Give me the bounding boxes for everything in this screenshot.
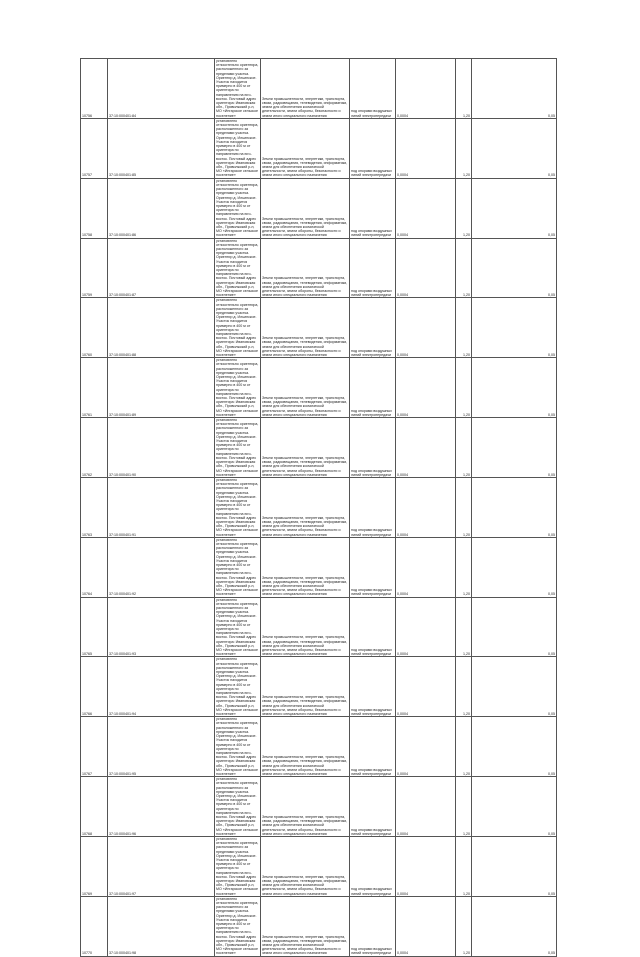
table-row: [81, 118, 557, 178]
location-description: установлено относительно ориентира, расположенного за пределами участка. Ориентир д. Ильинское. Участок находится примерно в 400 м от ориентира по направлению на юго-восток. Почтовый адрес ориентира: Ивановская обл., Приволжский р-н, МО «Ингарское сельское поселение»: [215, 896, 261, 956]
land-category: Земли промышленности, энергетики, транспорта, связи, радиовещания, телевидения, информатики, земли для обеспечения космической деятельности, земли обороны, безопасности и земли иного специального назначения: [261, 597, 350, 657]
table-row: [81, 777, 557, 837]
plot-area: 0,0004: [396, 358, 456, 418]
permitted-use: под опорами воздушных линий электропередачи: [350, 418, 396, 478]
table-row: [81, 477, 557, 537]
plot-area: 0,0004: [396, 597, 456, 657]
table-row: [81, 836, 557, 896]
plot-area: 0,0004: [396, 537, 456, 597]
location-description: установлено относительно ориентира, расположенного за пределами участка. Ориентир д. Ильинское. Участок находится примерно в 400 м от ориентира по направлению на юго-восток. Почтовый адрес ориентира: Ивановская обл., Приволжский р-н, МО «Ингарское сельское поселение»: [215, 418, 261, 478]
permitted-use: под опорами воздушных линий электропередачи: [350, 178, 396, 238]
row-number: 10756: [81, 59, 108, 119]
cadastral-value: 0,05: [472, 836, 557, 896]
land-category: Земли промышленности, энергетики, транспорта, связи, радиовещания, телевидения, информатики, земли для обеспечения космической деятельности, земли обороны, безопасности и земли иного специального назначения: [261, 777, 350, 837]
row-number: 10765: [81, 597, 108, 657]
row-number: 10760: [81, 298, 108, 358]
cadastral-price: 1,20: [456, 358, 472, 418]
cadastral-number: 37:10:000401:91: [108, 477, 215, 537]
row-number: 10767: [81, 717, 108, 777]
cadastral-price: 1,20: [456, 477, 472, 537]
cadastral-value: 0,05: [472, 118, 557, 178]
cadastral-number: 37:10:000401:85: [108, 118, 215, 178]
location-description: установлено относительно ориентира, расположенного за пределами участка. Ориентир д. Ильинское. Участок находится примерно в 400 м от ориентира по направлению на юго-восток. Почтовый адрес ориентира: Ивановская обл., Приволжский р-н, МО «Ингарское сельское поселение»: [215, 358, 261, 418]
table-row: [81, 298, 557, 358]
location-description: установлено относительно ориентира, расположенного за пределами участка. Ориентир д. Ильинское. Участок находится примерно в 400 м от ориентира по направлению на юго-восток. Почтовый адрес ориентира: Ивановская обл., Приволжский р-н, МО «Ингарское сельское поселение»: [215, 657, 261, 717]
row-number: 10761: [81, 358, 108, 418]
cadastral-price: 1,20: [456, 717, 472, 777]
location-description: установлено относительно ориентира, расположенного за пределами участка. Ориентир д. Ильинское. Участок находится примерно в 400 м от ориентира по направлению на юго-восток. Почтовый адрес ориентира: Ивановская обл., Приволжский р-н, МО «Ингарское сельское поселение»: [215, 777, 261, 837]
land-category: Земли промышленности, энергетики, транспорта, связи, радиовещания, телевидения, информатики, земли для обеспечения космической деятельности, земли обороны, безопасности и земли иного специального назначения: [261, 836, 350, 896]
cadastral-price: 1,20: [456, 418, 472, 478]
plot-area: 0,0004: [396, 59, 456, 119]
plot-area: 0,0004: [396, 178, 456, 238]
row-number: 10769: [81, 836, 108, 896]
table-row: [81, 597, 557, 657]
cadastral-number: 37:10:000401:90: [108, 418, 215, 478]
cadastral-number: 37:10:000401:89: [108, 358, 215, 418]
location-description: установлено относительно ориентира, расположенного за пределами участка. Ориентир д. Ильинское. Участок находится примерно в 400 м от ориентира по направлению на юго-восток. Почтовый адрес ориентира: Ивановская обл., Приволжский р-н, МО «Ингарское сельское поселение»: [215, 59, 261, 119]
cadastral-number: 37:10:000401:93: [108, 597, 215, 657]
plot-area: 0,0004: [396, 836, 456, 896]
cadastral-price: 1,20: [456, 118, 472, 178]
plot-area: 0,0004: [396, 118, 456, 178]
permitted-use: под опорами воздушных линий электропередачи: [350, 59, 396, 119]
table-row: [81, 537, 557, 597]
plot-area: 0,0004: [396, 298, 456, 358]
location-description: установлено относительно ориентира, расположенного за пределами участка. Ориентир д. Ильинское. Участок находится примерно в 400 м от ориентира по направлению на юго-восток. Почтовый адрес ориентира: Ивановская обл., Приволжский р-н, МО «Ингарское сельское поселение»: [215, 118, 261, 178]
cadastral-number: 37:10:000401:87: [108, 238, 215, 298]
cadastral-number: 37:10:000401:98: [108, 896, 215, 956]
table-body: [81, 59, 557, 957]
cadastral-number: 37:10:000401:94: [108, 657, 215, 717]
cadastral-value: 0,05: [472, 358, 557, 418]
permitted-use: под опорами воздушных линий электропередачи: [350, 597, 396, 657]
location-description: установлено относительно ориентира, расположенного за пределами участка. Ориентир д. Ильинское. Участок находится примерно в 400 м от ориентира по направлению на юго-восток. Почтовый адрес ориентира: Ивановская обл., Приволжский р-н, МО «Ингарское сельское поселение»: [215, 178, 261, 238]
plot-area: 0,0004: [396, 896, 456, 956]
plot-area: 0,0004: [396, 418, 456, 478]
cadastral-price: 1,20: [456, 836, 472, 896]
row-number: 10766: [81, 657, 108, 717]
cadastral-value: 0,05: [472, 717, 557, 777]
location-description: установлено относительно ориентира, расположенного за пределами участка. Ориентир д. Ильинское. Участок находится примерно в 400 м от ориентира по направлению на юго-восток. Почтовый адрес ориентира: Ивановская обл., Приволжский р-н, МО «Ингарское сельское поселение»: [215, 836, 261, 896]
land-category: Земли промышленности, энергетики, транспорта, связи, радиовещания, телевидения, информатики, земли для обеспечения космической деятельности, земли обороны, безопасности и земли иного специального назначения: [261, 657, 350, 717]
permitted-use: под опорами воздушных линий электропередачи: [350, 777, 396, 837]
location-description: установлено относительно ориентира, расположенного за пределами участка. Ориентир д. Ильинское. Участок находится примерно в 400 м от ориентира по направлению на юго-восток. Почтовый адрес ориентира: Ивановская обл., Приволжский р-н, МО «Ингарское сельское поселение»: [215, 298, 261, 358]
plot-area: 0,0004: [396, 657, 456, 717]
table-row: [81, 238, 557, 298]
land-category: Земли промышленности, энергетики, транспорта, связи, радиовещания, телевидения, информатики, земли для обеспечения космической деятельности, земли обороны, безопасности и земли иного специального назначения: [261, 418, 350, 478]
cadastral-price: 1,20: [456, 59, 472, 119]
row-number: 10764: [81, 537, 108, 597]
cadastral-number: 37:10:000401:86: [108, 178, 215, 238]
land-category: Земли промышленности, энергетики, транспорта, связи, радиовещания, телевидения, информатики, земли для обеспечения космической деятельности, земли обороны, безопасности и земли иного специального назначения: [261, 118, 350, 178]
cadastral-value: 0,05: [472, 59, 557, 119]
cadastral-price: 1,20: [456, 777, 472, 837]
cadastral-value: 0,05: [472, 178, 557, 238]
location-description: установлено относительно ориентира, расположенного за пределами участка. Ориентир д. Ильинское. Участок находится примерно в 400 м от ориентира по направлению на юго-восток. Почтовый адрес ориентира: Ивановская обл., Приволжский р-н, МО «Ингарское сельское поселение»: [215, 537, 261, 597]
plot-area: 0,0004: [396, 777, 456, 837]
permitted-use: под опорами воздушных линий электропередачи: [350, 537, 396, 597]
cadastral-value: 0,05: [472, 896, 557, 956]
land-category: Земли промышленности, энергетики, транспорта, связи, радиовещания, телевидения, информатики, земли для обеспечения космической деятельности, земли обороны, безопасности и земли иного специального назначения: [261, 298, 350, 358]
row-number: 10763: [81, 477, 108, 537]
location-description: установлено относительно ориентира, расположенного за пределами участка. Ориентир д. Ильинское. Участок находится примерно в 400 м от ориентира по направлению на юго-восток. Почтовый адрес ориентира: Ивановская обл., Приволжский р-н, МО «Ингарское сельское поселение»: [215, 238, 261, 298]
land-category: Земли промышленности, энергетики, транспорта, связи, радиовещания, телевидения, информатики, земли для обеспечения космической деятельности, земли обороны, безопасности и земли иного специального назначения: [261, 59, 350, 119]
land-category: Земли промышленности, энергетики, транспорта, связи, радиовещания, телевидения, информатики, земли для обеспечения космической деятельности, земли обороны, безопасности и земли иного специального назначения: [261, 238, 350, 298]
land-category: Земли промышленности, энергетики, транспорта, связи, радиовещания, телевидения, информатики, земли для обеспечения космической деятельности, земли обороны, безопасности и земли иного специального назначения: [261, 537, 350, 597]
cadastral-number: 37:10:000401:97: [108, 836, 215, 896]
cadastral-price: 1,20: [456, 178, 472, 238]
table-row: [81, 59, 557, 119]
land-category: Земли промышленности, энергетики, транспорта, связи, радиовещания, телевидения, информатики, земли для обеспечения космической деятельности, земли обороны, безопасности и земли иного специального назначения: [261, 717, 350, 777]
cadastral-number: 37:10:000401:88: [108, 298, 215, 358]
cadastral-value: 0,05: [472, 477, 557, 537]
land-category: Земли промышленности, энергетики, транспорта, связи, радиовещания, телевидения, информатики, земли для обеспечения космической деятельности, земли обороны, безопасности и земли иного специального назначения: [261, 477, 350, 537]
permitted-use: под опорами воздушных линий электропередачи: [350, 836, 396, 896]
permitted-use: под опорами воздушных линий электропередачи: [350, 896, 396, 956]
permitted-use: под опорами воздушных линий электропередачи: [350, 298, 396, 358]
cadastral-number: 37:10:000401:96: [108, 777, 215, 837]
cadastral-price: 1,20: [456, 298, 472, 358]
table-row: [81, 418, 557, 478]
land-category: Земли промышленности, энергетики, транспорта, связи, радиовещания, телевидения, информатики, земли для обеспечения космической деятельности, земли обороны, безопасности и земли иного специального назначения: [261, 358, 350, 418]
row-number: 10757: [81, 118, 108, 178]
location-description: установлено относительно ориентира, расположенного за пределами участка. Ориентир д. Ильинское. Участок находится примерно в 400 м от ориентира по направлению на юго-восток. Почтовый адрес ориентира: Ивановская обл., Приволжский р-н, МО «Ингарское сельское поселение»: [215, 477, 261, 537]
table-row: [81, 358, 557, 418]
land-category: Земли промышленности, энергетики, транспорта, связи, радиовещания, телевидения, информатики, земли для обеспечения космической деятельности, земли обороны, безопасности и земли иного специального назначения: [261, 178, 350, 238]
land-category: Земли промышленности, энергетики, транспорта, связи, радиовещания, телевидения, информатики, земли для обеспечения космической деятельности, земли обороны, безопасности и земли иного специального назначения: [261, 896, 350, 956]
plot-area: 0,0004: [396, 238, 456, 298]
cadastral-price: 1,20: [456, 537, 472, 597]
location-description: установлено относительно ориентира, расположенного за пределами участка. Ориентир д. Ильинское. Участок находится примерно в 400 м от ориентира по направлению на юго-восток. Почтовый адрес ориентира: Ивановская обл., Приволжский р-н, МО «Ингарское сельское поселение»: [215, 717, 261, 777]
cadastral-price: 1,20: [456, 896, 472, 956]
table-row: [81, 717, 557, 777]
plot-area: 0,0004: [396, 717, 456, 777]
table-row: [81, 657, 557, 717]
permitted-use: под опорами воздушных линий электропередачи: [350, 118, 396, 178]
row-number: 10770: [81, 896, 108, 956]
table-row: [81, 178, 557, 238]
permitted-use: под опорами воздушных линий электропередачи: [350, 358, 396, 418]
cadastral-number: 37:10:000401:92: [108, 537, 215, 597]
cadastral-value: 0,05: [472, 298, 557, 358]
document-page: [80, 58, 556, 956]
cadastral-number: 37:10:000401:95: [108, 717, 215, 777]
row-number: 10768: [81, 777, 108, 837]
row-number: 10762: [81, 418, 108, 478]
location-description: установлено относительно ориентира, расположенного за пределами участка. Ориентир д. Ильинское. Участок находится примерно в 400 м от ориентира по направлению на юго-восток. Почтовый адрес ориентира: Ивановская обл., Приволжский р-н, МО «Ингарское сельское поселение»: [215, 597, 261, 657]
permitted-use: под опорами воздушных линий электропередачи: [350, 657, 396, 717]
cadastral-value: 0,05: [472, 597, 557, 657]
permitted-use: под опорами воздушных линий электропередачи: [350, 717, 396, 777]
cadastral-number: 37:10:000401:84: [108, 59, 215, 119]
cadastral-value: 0,05: [472, 657, 557, 717]
row-number: 10759: [81, 238, 108, 298]
cadastral-value: 0,05: [472, 537, 557, 597]
cadastral-price: 1,20: [456, 597, 472, 657]
cadastral-value: 0,05: [472, 418, 557, 478]
permitted-use: под опорами воздушных линий электропередачи: [350, 477, 396, 537]
cadastral-value: 0,05: [472, 238, 557, 298]
table-row: [81, 896, 557, 956]
row-number: 10758: [81, 178, 108, 238]
plot-area: 0,0004: [396, 477, 456, 537]
cadastral-value: 0,05: [472, 777, 557, 837]
cadastral-price: 1,20: [456, 657, 472, 717]
land-plots-table: [80, 58, 557, 957]
cadastral-price: 1,20: [456, 238, 472, 298]
permitted-use: под опорами воздушных линий электропередачи: [350, 238, 396, 298]
